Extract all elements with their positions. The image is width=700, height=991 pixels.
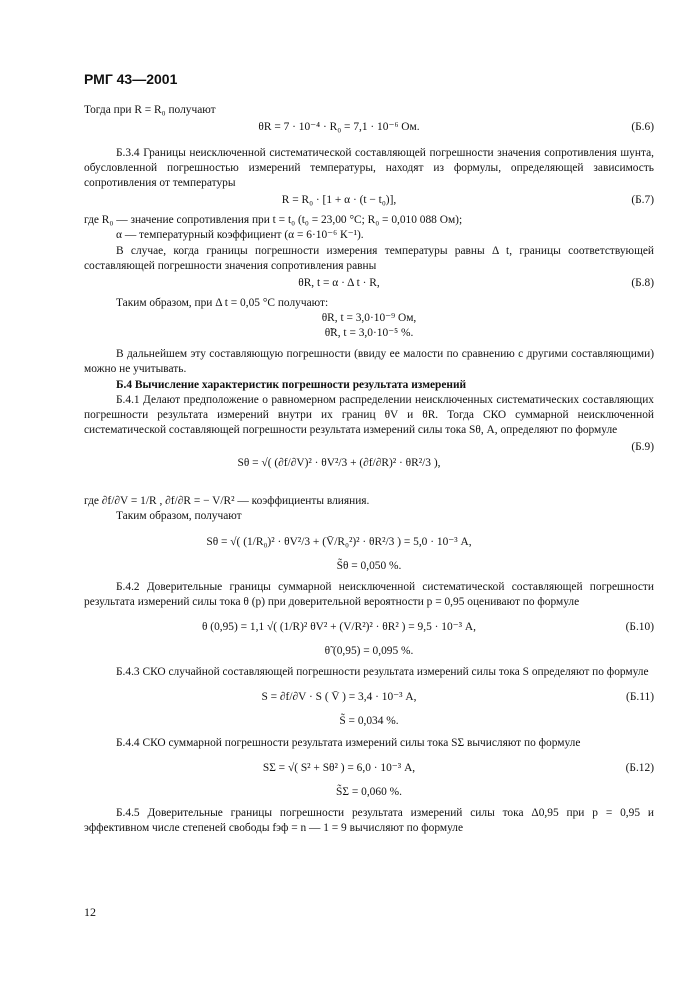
paragraph-b34: Б.3.4 Границы неисключенной систематической составляющей погрешности значения сопротивления шунта, обусловленной погрешностью измерений температуры, находят из формулы, определяющей зависимость сопротивления от температуры [84, 146, 654, 190]
paragraph-thus: Таким образом, при Δ t = 0,05 °С получают: [116, 296, 329, 309]
document-page [84, 70, 654, 836]
equation-body: S = ∂f/∂V · S ( V̄ ) = 3,4 · 10⁻³ А, [261, 691, 417, 704]
result-line: θR, t = 3,0·10⁻⁹ Ом, [321, 312, 417, 325]
result-line: S̃Σ = 0,060 %. [336, 785, 402, 798]
result-line: θ̃R, t = 3,0·10⁻⁵ %. [324, 327, 414, 340]
equation-b7 [84, 191, 654, 213]
equation-body: θ (0,95) = 1,1 √( (1/R)² θV² + (V/R²)² · θR² ) = 9,5 · 10⁻³ А, [201, 621, 477, 634]
equation-body: θR, t = α · Δ t · R, [298, 276, 380, 289]
where-clause: где ∂f/∂V = 1/R , ∂f/∂R = − V/R² — коэффициенты влияния. [84, 495, 370, 508]
equation-body: Sθ = √( (∂f/∂V)² · θV²/3 + (∂f/∂R)² · θR²/3 ), [237, 457, 441, 470]
where-clause: α — температурный коэффициент (α = 6·10⁻⁶ К⁻¹). [116, 229, 364, 242]
paragraph-b45: Б.4.5 Доверительные границы погрешности результата измерений силы тока Δ0,95 при p = 0,95 и эффективном числе степеней свободы fэф = n — 1 = 9 вычисляют по формуле [84, 806, 654, 834]
paragraph-further: В дальнейшем эту составляющую погрешности (ввиду ее малости по сравнению с другими составляющими) можно не учитывать. [84, 348, 654, 376]
equation-number: (Б.11) [626, 691, 654, 704]
result-line: θ̃ (0,95) = 0,095 %. [324, 645, 414, 658]
equation-b10 [84, 610, 654, 644]
equation-number: (Б.8) [631, 276, 654, 289]
document-header: РМГ 43—2001 [84, 71, 178, 87]
equation-body: SΣ = √( S² + Sθ² ) = 6,0 · 10⁻³ А, [262, 761, 416, 774]
equation-b9 [84, 438, 654, 494]
equation-b11 [84, 680, 654, 714]
result-line: S̃θ = 0,050 %. [336, 559, 402, 572]
equation-number: (Б.9) [631, 441, 654, 454]
result-line: S̃ = 0,034 %. [339, 715, 399, 728]
paragraph-b43: Б.4.3 СКО случайной составляющей погрешности результата измерений силы тока S определяют по формуле [116, 666, 649, 679]
equation-body: R = R₀ · [1 + α · (t − t₀)], [281, 194, 397, 207]
equation-s-theta [84, 525, 654, 559]
paragraph-case: В случае, когда границы погрешности измерения температуры равны Δ t, границы соответствующей составляющей погрешности значения сопротивления равны [84, 244, 654, 272]
equation-b12 [84, 751, 654, 785]
text-line: Тогда при R = R₀ получают [84, 103, 216, 116]
page-number: 12 [84, 905, 96, 919]
paragraph-thus: Таким образом, получают [116, 510, 242, 523]
equation-body: Sθ = √( (1/R₀)² · θV²/3 + (V̄/R₀²)² · θR²/3 ) = 5,0 · 10⁻³ А, [206, 535, 472, 548]
section-heading-b4: Б.4 Вычисление характеристик погрешности результата измерений [116, 378, 467, 391]
equation-b6 [84, 118, 654, 140]
equation-number: (Б.12) [625, 761, 654, 774]
equation-b8 [84, 274, 654, 296]
paragraph-b42: Б.4.2 Доверительные границы суммарной неисключенной систематической составляющей погрешности результата измерений силы тока θ (p) при доверительной вероятности p = 0,95 оценивают по формуле [84, 580, 654, 608]
equation-number: (Б.6) [631, 120, 654, 133]
equation-number: (Б.10) [625, 621, 654, 634]
paragraph-b44: Б.4.4 СКО суммарной погрешности результата измерений силы тока SΣ вычисляют по формуле [116, 736, 581, 749]
equation-body: θR = 7 · 10⁻⁴ · R₀ = 7,1 · 10⁻⁶ Ом. [258, 120, 420, 133]
paragraph-b41: Б.4.1 Делают предположение о равномерном распределении неисключенных систематических составляющих погрешности результата измерений внутри их границ θV и θR. Тогда СКО суммарной неисключенной систематической составляющей погрешности результата измерений силы тока Sθ, А, определяют по формуле [84, 393, 654, 437]
equation-number: (Б.7) [631, 194, 654, 207]
where-clause: где R₀ — значение сопротивления при t = t₀ (t₀ = 23,00 °С; R₀ = 0,010 088 Ом); [84, 214, 463, 227]
